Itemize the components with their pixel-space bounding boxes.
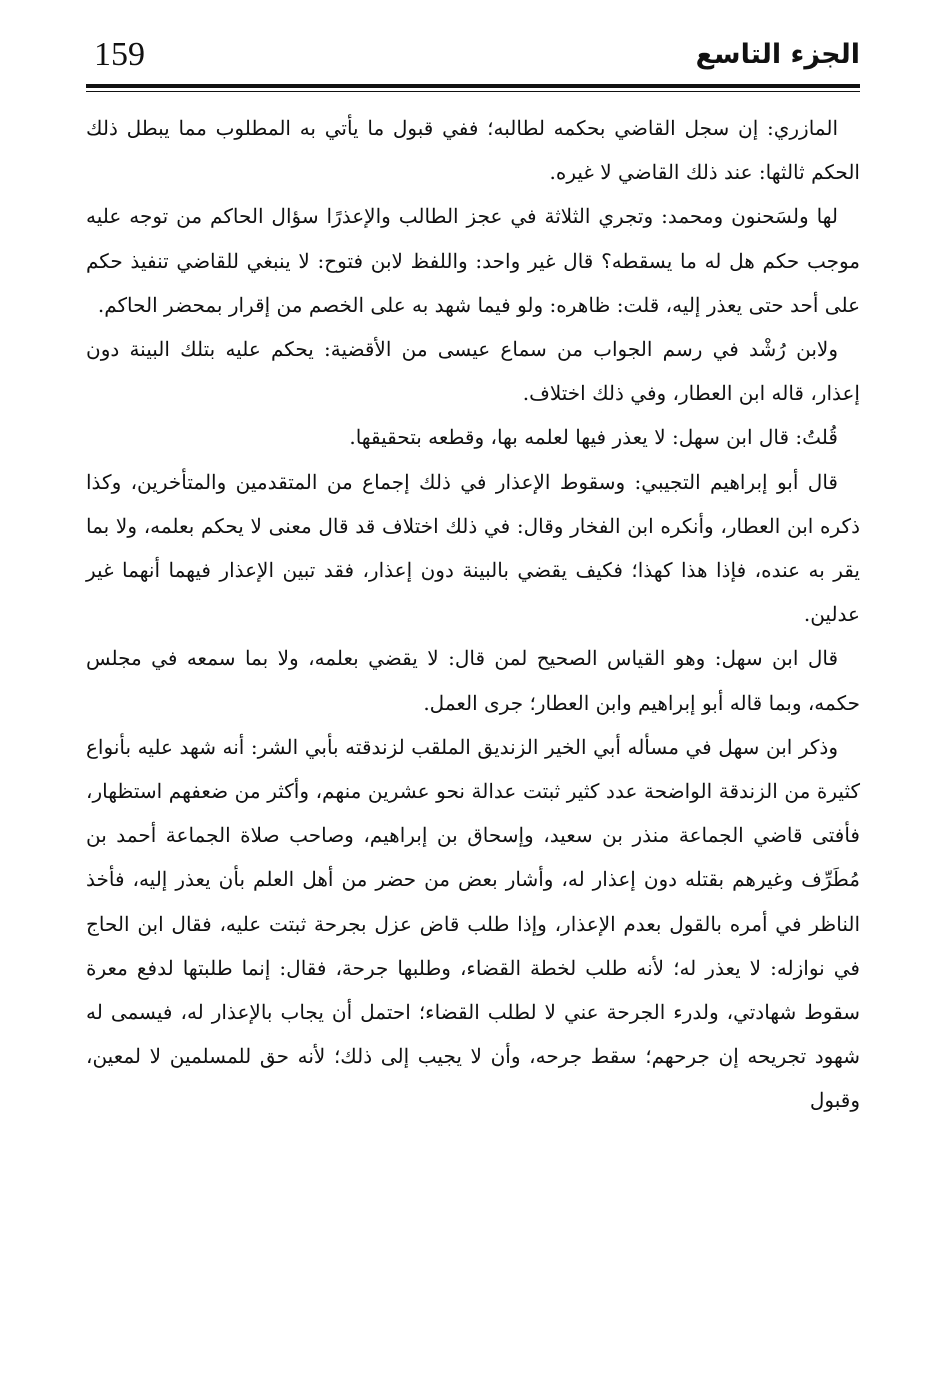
main-text [86,106,860,1373]
header-rule-thin [86,91,860,92]
paragraph: قال ابن سهل: وهو القياس الصحيح لمن قال: لا يقضي بعلمه، ولا بما سمعه في مجلس حكمه، وبما قاله أبو إبراهيم وابن العطار؛ جرى العمل. [86,646,860,715]
paragraph: لها ولسَحنون ومحمد: وتجري الثلاثة في عجز الطالب والإعذرًا سؤال الحاكم من توجه عليه موجب حكم هل له ما يسقطه؟ قال غير واحد: واللفظ لابن فتوح: لا ينبغي للقاضي تنفيذ حكم على أحد حتى يعذر إليه، قلت: ظاهره: ولو فيما شهد به على الخصم من إقرار بمحضر الحاكم. [86,204,860,317]
paragraph: ولابن رُشْد في رسم الجواب من سماع عيسى من الأقضية: يحكم عليه بتلك البينة دون إعذار، قاله ابن العطار، وفي ذلك اختلاف. [86,337,860,406]
paragraph: وذكر ابن سهل في مسأله أبي الخير الزنديق الملقب لزندقته بأبي الشر: أنه شهد عليه بأنواع كثيرة من الزندقة الواضحة عدد كثير ثبتت عدالة نحو عشرين منهم، وأكثر من ضعفهم استظهار، فأفتى قاضي الجماعة منذر بن سعيد، وإسحاق بن إبراهيم، وصاحب صلاة الجماعة أحمد بن مُطَرِّف وغيرهم بقتله دون إعذار له، وأشار بعض من حضر من أهل العلم بأن يعذر إليه، فأخذ الناظر في أمره بالقول بعدم الإعذار، وإذا طلب قاض عزل بجرحة ثبتت عليه، فقال ابن الحاج في نوازله: لا يعذر له؛ لأنه طلب لخطة القضاء، وطلبها جرحة، فقال: إنما طلبتها لدفع معرة سقوط شهادتي، ولدرء الجرحة عني لا لطلب القضاء؛ احتمل أن يجاب بالإعذار له، فيسمى له شهود تجريحه إن جرحهم؛ سقط جرحه، وأن لا يجيب إلى ذلك؛ لأنه حق للمسلمين لا لمعين، وقبول [86,734,861,1113]
header-rule-thick [86,84,860,88]
paragraph: قال أبو إبراهيم التجيبي: وسقوط الإعذار في ذلك إجماع من المتقدمين والمتأخرين، وكذا ذكره ابن العطار، وأنكره ابن الفخار وقال: في ذلك اختلاف قد قال معنى لا يحكم بعلمه، ولا بما يقر به عنده، فإذا هذا كهذا؛ فكيف يقضي بالبينة دون إعذار، فقد تبين الإعذار فيهما أنهما غير عدلين. [86,469,860,627]
paragraph: قُلتُ: قال ابن سهل: لا يعذر فيها لعلمه بها، وقطعه بتحقيقها. [349,425,838,450]
running-title: الجزء التاسع [695,39,860,70]
page-header [86,30,860,86]
page-number: 159 [94,36,145,73]
paragraph: المازري: إن سجل القاضي بحكمه لطالبه؛ ففي قبول ما يأتي به المطلوب مما يبطل ذلك الحكم ثالثها: عند ذلك القاضي لا غيره. [86,116,860,185]
